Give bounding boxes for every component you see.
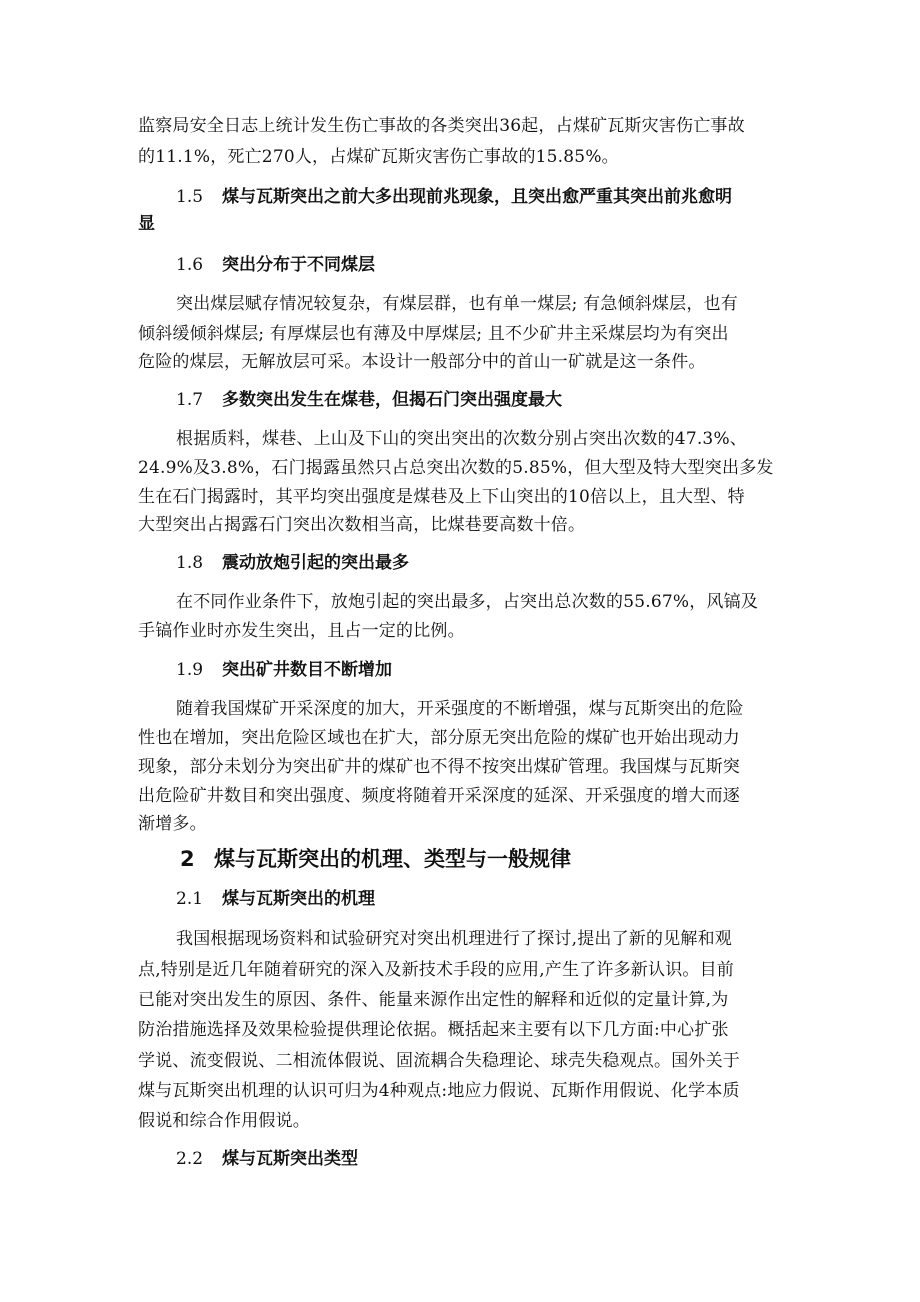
section-heading-1-5: [176, 187, 732, 207]
paragraph-line: 已能对突出发生的原因、条件、能量来源作出定性的解释和近似的定量计算,为: [138, 990, 729, 1010]
paragraph-line: 在不同作业条件下，放炮引起的突出最多，占突出总次数的55.67%，风镐及: [176, 592, 759, 612]
paragraph-line: 渐增多。: [138, 814, 207, 834]
section-heading-2-1: [176, 889, 375, 909]
section-title: 突出矿井数目不断增加: [222, 660, 392, 680]
paragraph-line: 监察局安全日志上统计发生伤亡事故的各类突出36起，占煤矿瓦斯灾害伤亡事故: [138, 116, 745, 136]
chapter-title: 煤与瓦斯突出的机理、类型与一般规律: [214, 847, 571, 871]
section-heading-2-2: [176, 1149, 358, 1169]
section-heading-continuation: 显: [138, 214, 155, 234]
chapter-heading-2: [180, 846, 571, 872]
paragraph-line: 学说、流变假说、二相流体假说、固流耦合失稳理论、球壳失稳观点。国外关于: [138, 1051, 740, 1071]
section-title: 煤与瓦斯突出类型: [222, 1149, 358, 1169]
paragraph-line: 我国根据现场资料和试验研究对突出机理进行了探讨,提出了新的见解和观: [176, 929, 733, 949]
paragraph-line: 危险的煤层，无解放层可采。本设计一般部分中的首山一矿就是这一条件。: [138, 352, 706, 372]
section-number: 1.6: [176, 255, 204, 275]
section-title: 煤与瓦斯突出的机理: [222, 889, 375, 909]
paragraph-line: 出危险矿井数目和突出强度、频度将随着开采深度的延深、开采强度的增大而逐: [138, 786, 740, 806]
section-title: 震动放炮引起的突出最多: [222, 553, 409, 573]
paragraph-line: 手镐作业时亦发生突出，且占一定的比例。: [138, 621, 465, 641]
paragraph-line: 假说和综合作用假说。: [138, 1111, 310, 1131]
section-number: 1.5: [176, 187, 204, 207]
section-title: 突出分布于不同煤层: [222, 255, 375, 275]
paragraph-line: 大型突出占揭露石门突出次数相当高，比煤巷要高数十倍。: [138, 515, 586, 535]
section-title: 煤与瓦斯突出之前大多出现前兆现象，且突出愈严重其突出前兆愈明: [222, 187, 732, 207]
paragraph-line: 现象，部分未划分为突出矿井的煤矿也不得不按突出煤矿管理。我国煤与瓦斯突: [138, 757, 740, 777]
paragraph-line: 的11.1%，死亡270人，占煤矿瓦斯灾害伤亡事故的15.85%。: [138, 147, 619, 167]
section-number: 1.9: [176, 660, 204, 680]
section-number: 1.8: [176, 553, 204, 573]
section-heading-1-9: [176, 660, 392, 680]
paragraph-line: 点,特别是近几年随着研究的深入及新技术手段的应用,产生了许多新认识。目前: [138, 960, 735, 980]
section-heading-1-7: [176, 390, 562, 410]
section-number: 2.2: [176, 1149, 204, 1169]
section-heading-1-6: [176, 255, 375, 275]
paragraph-line: 根据质料，煤巷、上山及下山的突出突出的次数分别占突出次数的47.3%、: [176, 429, 748, 449]
section-number: 1.7: [176, 390, 204, 410]
paragraph-line: 24.9%及3.8%，石门揭露虽然只占总突出次数的5.85%，但大型及特大型突出多发: [138, 458, 774, 478]
paragraph-line: 煤与瓦斯突出机理的认识可归为4种观点:地应力假说、瓦斯作用假说、化学本质: [138, 1081, 740, 1101]
paragraph-line: 防治措施选择及效果检验提供理论依据。概括起来主要有以下几方面:中心扩张: [138, 1020, 729, 1040]
paragraph-line: 倾斜缓倾斜煤层; 有厚煤层也有薄及中厚煤层; 且不少矿井主采煤层均为有突出: [138, 324, 729, 344]
paragraph-line: 性也在增加，突出危险区域也在扩大，部分原无突出危险的煤矿也开始出现动力: [138, 728, 740, 748]
chapter-number: 2: [180, 847, 195, 871]
section-title: 多数突出发生在煤巷，但揭石门突出强度最大: [222, 390, 562, 410]
section-heading-1-8: [176, 553, 409, 573]
section-number: 2.1: [176, 889, 204, 909]
paragraph-line: 生在石门揭露时，其平均突出强度是煤巷及上下山突出的10倍以上，且大型、特: [138, 487, 745, 507]
paragraph-line: 随着我国煤矿开采深度的加大，开采强度的不断增强，煤与瓦斯突出的危险: [176, 699, 744, 719]
paragraph-line: 突出煤层赋存情况较复杂，有煤层群，也有单一煤层; 有急倾斜煤层，也有: [176, 294, 738, 314]
